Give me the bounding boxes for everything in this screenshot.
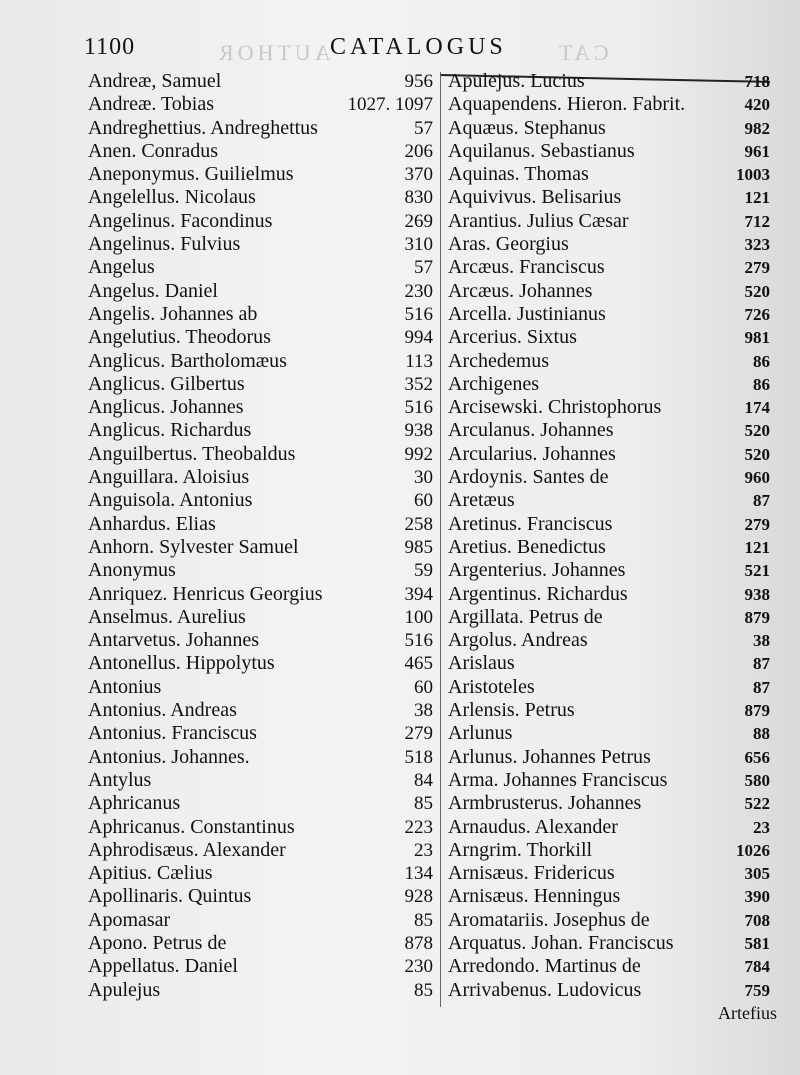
entry-name: Angelus. Daniel — [88, 279, 218, 302]
index-entry — [448, 746, 770, 769]
entry-page: 310 — [404, 234, 433, 256]
entry-page: 30 — [414, 467, 433, 489]
show-through-text: CAT — [555, 40, 609, 65]
entry-page: 269 — [404, 210, 433, 232]
entry-name: Arcæus. Franciscus — [448, 256, 605, 279]
index-entry — [88, 419, 433, 442]
entry-name: Angelinus. Facondinus — [88, 209, 273, 232]
index-entry — [88, 746, 433, 769]
entry-page: 230 — [404, 956, 433, 978]
entry-name: Antonius — [88, 675, 162, 698]
index-entry — [88, 70, 433, 93]
entry-page: 994 — [404, 327, 433, 349]
index-entry — [448, 769, 770, 792]
entry-page: 38 — [414, 700, 433, 722]
entry-name: Angelus — [88, 256, 155, 279]
index-entry — [448, 652, 770, 675]
entry-name: Aretæus — [448, 489, 515, 512]
entry-page: 516 — [404, 630, 433, 652]
index-entry — [88, 979, 433, 1002]
index-entry — [448, 326, 770, 349]
entry-name: Aquapendens. Hieron. Fabrit. — [448, 93, 686, 116]
entry-page: 174 — [744, 398, 770, 418]
entry-page: 981 — [744, 328, 770, 348]
index-entry — [448, 629, 770, 652]
entry-page: 121 — [744, 537, 770, 557]
index-entry — [448, 513, 770, 536]
show-through-text: AUTHOR — [215, 40, 331, 65]
entry-name: Archigenes — [448, 372, 540, 395]
entry-name: Anhardus. Elias — [88, 512, 216, 535]
entry-page: 60 — [414, 490, 433, 512]
index-entry — [88, 792, 433, 815]
index-entry — [88, 373, 433, 396]
catchword: Artefius — [718, 1003, 777, 1023]
entry-page: 520 — [744, 444, 770, 464]
index-entry — [448, 70, 770, 93]
entry-name: Aristoteles — [448, 675, 535, 698]
index-entry — [88, 93, 433, 116]
index-entry — [88, 559, 433, 582]
index-entry — [448, 862, 770, 885]
running-head: CATALOGUS — [330, 34, 507, 60]
entry-name: Arredondo. Martinus de — [448, 955, 641, 978]
index-entry — [448, 256, 770, 279]
entry-name: Aquæus. Stephanus — [448, 116, 606, 139]
entry-page: 87 — [753, 654, 770, 674]
entry-name: Anguillara. Aloisius — [88, 466, 250, 489]
entry-page: 59 — [414, 560, 433, 582]
entry-name: Arculanus. Johannes — [448, 419, 614, 442]
entry-name: Arlunus — [448, 722, 513, 745]
entry-page: 938 — [744, 584, 770, 604]
entry-page: 879 — [744, 701, 770, 721]
entry-page: 580 — [744, 770, 770, 790]
index-entry — [88, 117, 433, 140]
entry-name: Appellatus. Daniel — [88, 955, 238, 978]
index-entry — [88, 816, 433, 839]
entry-page: 581 — [744, 933, 770, 953]
entry-name: Arlensis. Petrus — [448, 699, 575, 722]
entry-name: Angelinus. Fulvius — [88, 233, 241, 256]
entry-page: 518 — [404, 746, 433, 768]
index-entry — [88, 652, 433, 675]
entry-page: 113 — [405, 350, 433, 372]
index-entry — [88, 443, 433, 466]
index-entry — [88, 303, 433, 326]
index-entry — [448, 373, 770, 396]
entry-page: 134 — [404, 863, 433, 885]
index-entry — [448, 280, 770, 303]
entry-page: 420 — [744, 95, 770, 115]
entry-name: Aphricanus. Constantinus — [88, 815, 295, 838]
index-entry — [88, 699, 433, 722]
index-entry — [448, 93, 770, 116]
entry-name: Anglicus. Bartholomæus — [88, 349, 287, 372]
index-entry — [448, 117, 770, 140]
index-entry — [448, 419, 770, 442]
entry-name: Arquatus. Johan. Franciscus — [448, 931, 674, 954]
entry-name: Aphricanus — [88, 792, 181, 815]
index-entry — [88, 839, 433, 862]
entry-page: 712 — [744, 211, 770, 231]
index-entry — [88, 932, 433, 955]
index-entry — [448, 466, 770, 489]
entry-page: 784 — [744, 957, 770, 977]
entry-name: Anen. Conradus — [88, 139, 218, 162]
index-entry — [448, 536, 770, 559]
entry-page: 708 — [744, 910, 770, 930]
entry-name: Apono. Petrus de — [88, 931, 227, 954]
entry-name: Anonymus — [88, 559, 176, 582]
entry-page: 258 — [404, 513, 433, 535]
index-entry — [88, 280, 433, 303]
entry-page: 85 — [414, 979, 433, 1001]
index-entry — [88, 606, 433, 629]
entry-page: 57 — [414, 257, 433, 279]
entry-name: Andreæ. Tobias — [88, 93, 214, 116]
entry-name: Aretinus. Franciscus — [448, 512, 613, 535]
entry-page: 230 — [404, 280, 433, 302]
entry-page: 323 — [744, 235, 770, 255]
entry-name: Anglicus. Johannes — [88, 396, 244, 419]
entry-name: Arnisæus. Fridericus — [448, 862, 615, 885]
index-entry — [448, 233, 770, 256]
entry-page: 279 — [744, 514, 770, 534]
right-column — [448, 70, 770, 1002]
entry-page: 57 — [414, 117, 433, 139]
index-entry — [88, 186, 433, 209]
index-entry — [448, 955, 770, 978]
index-entry — [448, 583, 770, 606]
index-entry — [448, 699, 770, 722]
entry-page: 992 — [404, 443, 433, 465]
entry-name: Anselmus. Aurelius — [88, 605, 246, 628]
index-entry — [88, 885, 433, 908]
index-entry — [448, 722, 770, 745]
entry-page: 1003 — [736, 165, 770, 185]
entry-page: 961 — [744, 141, 770, 161]
entry-page: 85 — [414, 909, 433, 931]
entry-name: Argolus. Andreas — [448, 629, 588, 652]
index-entry — [448, 792, 770, 815]
index-entry — [448, 909, 770, 932]
entry-name: Angelutius. Theodorus — [88, 326, 271, 349]
index-entry — [448, 186, 770, 209]
index-entry — [88, 396, 433, 419]
index-entry — [88, 513, 433, 536]
entry-page: 100 — [404, 606, 433, 628]
entry-page: 85 — [414, 793, 433, 815]
entry-name: Antonius. Franciscus — [88, 722, 257, 745]
entry-name: Apollinaris. Quintus — [88, 885, 252, 908]
index-entry — [88, 722, 433, 745]
index-entry — [448, 932, 770, 955]
index-entry — [448, 396, 770, 419]
index-entry — [88, 256, 433, 279]
index-entry — [448, 140, 770, 163]
entry-name: Aquinas. Thomas — [448, 163, 589, 186]
index-entry — [88, 862, 433, 885]
entry-name: Argenterius. Johannes — [448, 559, 626, 582]
entry-name: Argillata. Petrus de — [448, 605, 603, 628]
entry-name: Aras. Georgius — [448, 233, 569, 256]
index-entry — [88, 583, 433, 606]
entry-page: 938 — [404, 420, 433, 442]
entry-name: Antylus — [88, 768, 152, 791]
entry-name: Angelellus. Nicolaus — [88, 186, 256, 209]
entry-page: 352 — [404, 373, 433, 395]
left-column — [88, 70, 433, 1002]
entry-page: 520 — [744, 281, 770, 301]
entry-page: 121 — [744, 188, 770, 208]
entry-name: Anguisola. Antonius — [88, 489, 253, 512]
entry-page: 879 — [744, 607, 770, 627]
index-entry — [88, 909, 433, 932]
entry-name: Apulejus — [88, 978, 161, 1001]
entry-page: 23 — [414, 839, 433, 861]
entry-page: 1027. 1097 — [347, 94, 433, 116]
entry-name: Apulejus. Lucius — [448, 70, 585, 92]
index-entry — [448, 979, 770, 1002]
entry-name: Ardoynis. Santes de — [448, 466, 609, 489]
entry-page: 86 — [753, 351, 770, 371]
entry-name: Anhorn. Sylvester Samuel — [88, 535, 299, 558]
entry-page: 520 — [744, 421, 770, 441]
entry-name: Arnisæus. Henningus — [448, 885, 621, 908]
entry-name: Anguilbertus. Theobaldus — [88, 442, 296, 465]
entry-page: 87 — [753, 491, 770, 511]
entry-name: Antonius. Andreas — [88, 699, 237, 722]
entry-name: Aquivivus. Belisarius — [448, 186, 622, 209]
entry-page: 279 — [744, 258, 770, 278]
index-entry — [448, 443, 770, 466]
entry-name: Antonius. Johannes. — [88, 745, 250, 768]
entry-page: 223 — [404, 816, 433, 838]
entry-page: 982 — [744, 118, 770, 138]
entry-name: Arcæus. Johannes — [448, 279, 593, 302]
entry-page: 759 — [744, 980, 770, 1000]
entry-name: Aromatariis. Josephus de — [448, 908, 650, 931]
column-divider — [440, 72, 441, 1007]
index-entry — [448, 885, 770, 908]
entry-name: Antonellus. Hippolytus — [88, 652, 275, 675]
page-number: 1100 — [84, 34, 136, 60]
entry-page: 394 — [404, 583, 433, 605]
entry-name: Anglicus. Gilbertus — [88, 372, 245, 395]
index-entry — [88, 955, 433, 978]
index-entry — [88, 326, 433, 349]
index-entry — [448, 816, 770, 839]
entry-page: 390 — [744, 887, 770, 907]
index-entry — [448, 350, 770, 373]
entry-page: 656 — [744, 747, 770, 767]
entry-name: Arantius. Julius Cæsar — [448, 209, 629, 232]
entry-page: 956 — [404, 71, 433, 92]
index-entry — [448, 303, 770, 326]
entry-name: Arnaudus. Alexander — [448, 815, 618, 838]
entry-name: Arlunus. Johannes Petrus — [448, 745, 651, 768]
entry-page: 370 — [404, 164, 433, 186]
index-entry — [88, 233, 433, 256]
index-entry — [88, 676, 433, 699]
entry-name: Arrivabenus. Ludovicus — [448, 978, 642, 1001]
entry-name: Angelis. Johannes ab — [88, 302, 258, 325]
entry-page: 23 — [753, 817, 770, 837]
entry-page: 718 — [744, 72, 770, 91]
entry-name: Anglicus. Richardus — [88, 419, 252, 442]
entry-name: Aphrodisæus. Alexander — [88, 838, 286, 861]
index-entry — [88, 769, 433, 792]
entry-page: 38 — [753, 631, 770, 651]
entry-name: Apomasar — [88, 908, 171, 931]
entry-page: 726 — [744, 304, 770, 324]
entry-page: 830 — [404, 187, 433, 209]
index-entry — [448, 210, 770, 233]
entry-page: 279 — [404, 723, 433, 745]
entry-name: Archedemus — [448, 349, 550, 372]
index-entry — [88, 210, 433, 233]
entry-page: 86 — [753, 374, 770, 394]
entry-name: Andreghettius. Andreghettus — [88, 116, 318, 139]
entry-name: Armbrusterus. Johannes — [448, 792, 642, 815]
entry-name: Antarvetus. Johannes — [88, 629, 260, 652]
index-entry — [88, 466, 433, 489]
entry-name: Aquilanus. Sebastianus — [448, 139, 635, 162]
entry-name: Apitius. Cælius — [88, 862, 213, 885]
index-entry — [448, 163, 770, 186]
entry-page: 60 — [414, 676, 433, 698]
entry-page: 465 — [404, 653, 433, 675]
entry-page: 985 — [404, 536, 433, 558]
index-entry — [88, 350, 433, 373]
entry-page: 928 — [404, 886, 433, 908]
index-entry — [88, 536, 433, 559]
index-entry — [448, 559, 770, 582]
entry-page: 878 — [404, 932, 433, 954]
entry-name: Arngrim. Thorkill — [448, 838, 593, 861]
index-entry — [88, 489, 433, 512]
index-entry — [448, 676, 770, 699]
index-entry — [448, 606, 770, 629]
entry-page: 84 — [414, 769, 433, 791]
entry-name: Argentinus. Richardus — [448, 582, 628, 605]
index-entry — [448, 839, 770, 862]
entry-page: 206 — [404, 140, 433, 162]
entry-page: 516 — [404, 397, 433, 419]
entry-page: 1026 — [736, 840, 770, 860]
index-entry — [88, 629, 433, 652]
index-entry — [448, 489, 770, 512]
entry-page: 305 — [744, 864, 770, 884]
index-entry — [88, 163, 433, 186]
entry-name: Arcella. Justinianus — [448, 302, 606, 325]
entry-name: Aneponymus. Guilielmus — [88, 163, 294, 186]
entry-page: 960 — [744, 468, 770, 488]
entry-name: Andreæ, Samuel — [88, 70, 222, 92]
entry-name: Arcisewski. Christophorus — [448, 396, 662, 419]
entry-page: 88 — [753, 724, 770, 744]
entry-name: Arcularius. Johannes — [448, 442, 616, 465]
entry-name: Arislaus — [448, 652, 515, 675]
entry-page: 516 — [404, 303, 433, 325]
entry-name: Aretius. Benedictus — [448, 535, 606, 558]
entry-page: 522 — [744, 794, 770, 814]
index-entry — [88, 140, 433, 163]
entry-page: 521 — [744, 561, 770, 581]
entry-name: Arcerius. Sixtus — [448, 326, 577, 349]
entry-page: 87 — [753, 677, 770, 697]
entry-name: Arma. Johannes Franciscus — [448, 768, 668, 791]
entry-name: Anriquez. Henricus Georgius — [88, 582, 323, 605]
